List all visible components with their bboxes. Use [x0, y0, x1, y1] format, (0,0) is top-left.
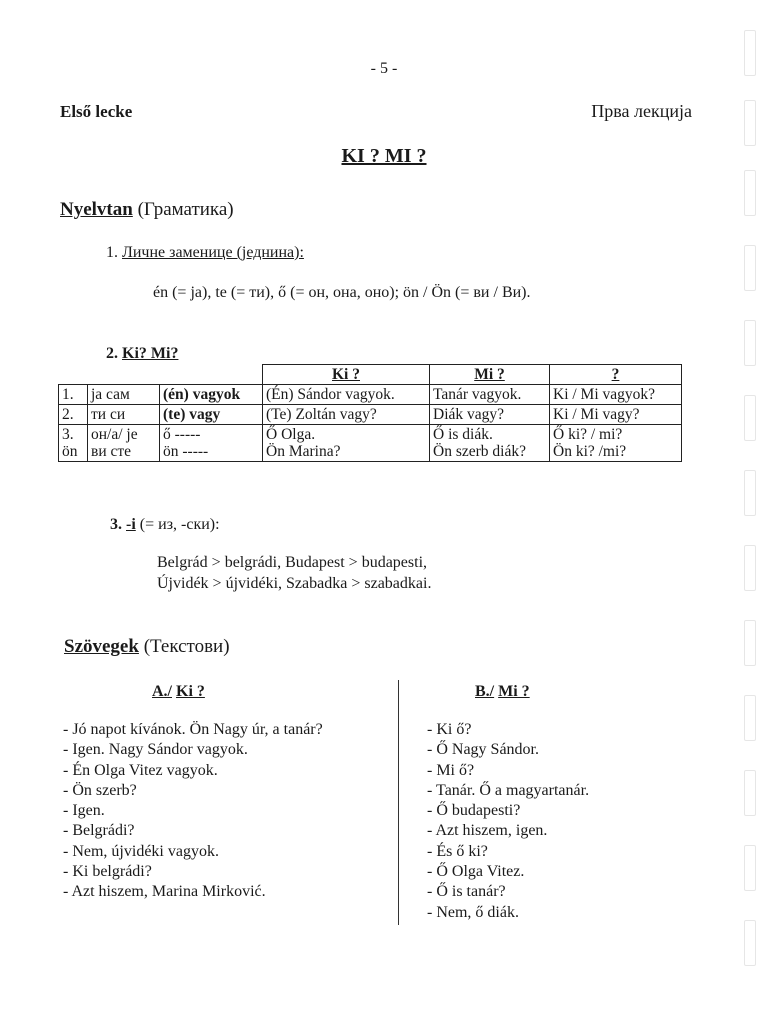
- dialogue-b-title: Mi ?: [498, 683, 530, 700]
- dialogue-line: - Belgrádi?: [63, 822, 135, 840]
- item2-label: Ki? Mi?: [122, 345, 179, 362]
- dialogue-b-heading: [475, 683, 530, 701]
- table-cell: [550, 425, 682, 462]
- dialogue-line: - Tanár. Ő a magyartanár.: [427, 781, 590, 799]
- table-cell: Tanár vagyok.: [430, 385, 550, 405]
- dialogue-line: - Ő Olga Vitez.: [427, 863, 525, 881]
- table-cell-line: ön: [62, 443, 78, 460]
- table-cell: [160, 385, 263, 405]
- item3-label: -i: [126, 516, 136, 533]
- dialogue-b: [427, 720, 589, 923]
- item2-number: 2.: [106, 345, 118, 362]
- table-header: Mi ?: [430, 365, 550, 385]
- table-cell: ja сам: [88, 385, 160, 405]
- table-cell: (Én) Sándor vagyok.: [263, 385, 430, 405]
- dialogue-line: - Nem, újvidéki vagyok.: [63, 842, 219, 860]
- table-cell-line: он/а/ је: [91, 426, 138, 443]
- table-cell: ти си: [88, 405, 160, 425]
- dialogue-line: - Ő is tanár?: [427, 883, 506, 901]
- example-derived: belgrádi,: [224, 554, 282, 571]
- table-cell: Ki / Mi vagyok?: [550, 385, 682, 405]
- scan-mark: [744, 545, 756, 591]
- dialogue-line: - Én Olga Vitez vagyok.: [63, 761, 218, 779]
- example-arrow: >: [351, 575, 361, 592]
- table-cell: Ki / Mi vagy?: [550, 405, 682, 425]
- dialogue-line: - Nem, ő diák.: [427, 903, 519, 921]
- grammar-heading-sr: (Граматика): [137, 199, 234, 220]
- table-cell: 2.: [59, 405, 88, 425]
- scan-mark: [744, 470, 756, 516]
- table-cell: [430, 425, 550, 462]
- table-cell: [160, 425, 263, 462]
- scan-mark: [744, 620, 756, 666]
- table-cell-line: Ön Marina?: [266, 443, 341, 460]
- table-cell-line: ви сте: [91, 443, 132, 460]
- table-cell-line: Ő ki? / mi?: [553, 426, 623, 443]
- scan-mark: [744, 920, 756, 966]
- example-word: Szabadka: [286, 575, 348, 592]
- table-row: [59, 425, 682, 462]
- example-arrow: >: [211, 554, 221, 571]
- dialogue-b-prefix: B./: [475, 683, 495, 700]
- example-arrow: >: [348, 554, 358, 571]
- table-cell-line: Ő is diák.: [433, 426, 493, 443]
- page-title: [0, 145, 768, 168]
- scan-mark: [744, 395, 756, 441]
- table-cell: 1.: [59, 385, 88, 405]
- dialogue-line: - Ki ő?: [427, 721, 472, 738]
- item3-meaning: (= из, -ски):: [139, 516, 220, 533]
- dialogue-a-title: Ki ?: [176, 683, 205, 700]
- table-cell-line: Ön szerb diák?: [433, 443, 526, 460]
- dialogue-line: - Ki belgrádi?: [63, 863, 152, 881]
- item1-number: 1.: [106, 244, 118, 261]
- dialogue-line: - Mi ő?: [427, 761, 475, 779]
- table-cell: [88, 425, 160, 462]
- suffix-example-row: [157, 575, 431, 593]
- table-cell-line: 3.: [62, 426, 74, 443]
- lesson-title-serbian: Прва лекција: [591, 101, 692, 121]
- dialogue-line: - Jó napot kívánok. Ön Nagy úr, a tanár?: [63, 721, 323, 738]
- table-cell-text: (te) vagy: [163, 406, 221, 423]
- item1-label: Личне заменице (једнина):: [122, 244, 304, 261]
- table-cell-text: (én) vagyok: [163, 386, 241, 403]
- example-word: Belgrád: [157, 554, 208, 571]
- dialogue-line: - Azt hiszem, igen.: [427, 822, 548, 840]
- table-cell-line: Ön ki? /mi?: [553, 443, 627, 460]
- table-header: Ki ?: [263, 365, 430, 385]
- grammar-heading-hu: Nyelvtan: [60, 199, 133, 220]
- conjugation-table: [58, 364, 682, 462]
- table-cell: [263, 425, 430, 462]
- suffix-example-row: [157, 554, 427, 572]
- scan-mark: [744, 320, 756, 366]
- dialogue-a: [63, 720, 323, 903]
- table-header-row: [59, 365, 682, 385]
- table-row: [59, 405, 682, 425]
- example-arrow: >: [212, 575, 222, 592]
- scan-mark: [744, 245, 756, 291]
- scan-margin-marks: [740, 20, 760, 1020]
- table-cell: [160, 405, 263, 425]
- texts-heading-hu: Szövegek: [64, 636, 139, 657]
- dialogue-line: - Ő budapesti?: [427, 802, 521, 820]
- example-derived: újvidéki,: [225, 575, 283, 592]
- dialogue-a-prefix: A./: [152, 683, 172, 700]
- dialogue-line: - Igen. Nagy Sándor vagyok.: [63, 741, 248, 759]
- pronoun-list: én (= ja), te (= ти), ő (= он, она, оно); ön / Ön (= ви / Ви).: [153, 284, 531, 301]
- dialogue-line: - Azt hiszem, Marina Mirković.: [63, 883, 266, 901]
- table-cell-line: Ő Olga.: [266, 426, 316, 443]
- scan-mark: [744, 845, 756, 891]
- scan-mark: [744, 770, 756, 816]
- table-cell: [59, 425, 88, 462]
- scan-mark: [744, 170, 756, 216]
- example-derived: budapesti,: [361, 554, 428, 571]
- item3-number: 3.: [110, 516, 122, 533]
- scan-mark: [744, 695, 756, 741]
- dialogue-line: - És ő ki?: [427, 842, 488, 860]
- example-word: Újvidék: [157, 575, 209, 592]
- dialogue-line: - Ön szerb?: [63, 781, 137, 799]
- page-title-text: KI ? MI ?: [341, 145, 427, 167]
- table-cell-line: ön -----: [163, 443, 209, 460]
- scan-mark: [744, 30, 756, 76]
- ki-mi-heading: [106, 345, 178, 363]
- table-header: ?: [550, 365, 682, 385]
- dialogue-a-heading: [152, 683, 205, 701]
- lesson-title-hungarian: Első lecke: [60, 102, 133, 121]
- suffix-heading: [110, 516, 220, 534]
- texts-heading-sr: (Текстови): [143, 636, 230, 657]
- column-divider: [398, 680, 399, 925]
- dialogue-line: - Igen.: [63, 802, 105, 820]
- table-corner: [59, 365, 263, 385]
- example-word: Budapest: [285, 554, 345, 571]
- table-cell-line: ő -----: [163, 426, 201, 443]
- table-cell: Diák vagy?: [430, 405, 550, 425]
- dialogue-line: - Ő Nagy Sándor.: [427, 741, 539, 759]
- page-number: - 5 -: [370, 60, 398, 77]
- example-derived: szabadkai.: [364, 575, 432, 592]
- personal-pronouns-heading: [106, 244, 304, 262]
- grammar-heading: [60, 199, 234, 221]
- table-row: [59, 385, 682, 405]
- table-cell: (Te) Zoltán vagy?: [263, 405, 430, 425]
- texts-heading: [64, 636, 230, 658]
- scan-mark: [744, 100, 756, 146]
